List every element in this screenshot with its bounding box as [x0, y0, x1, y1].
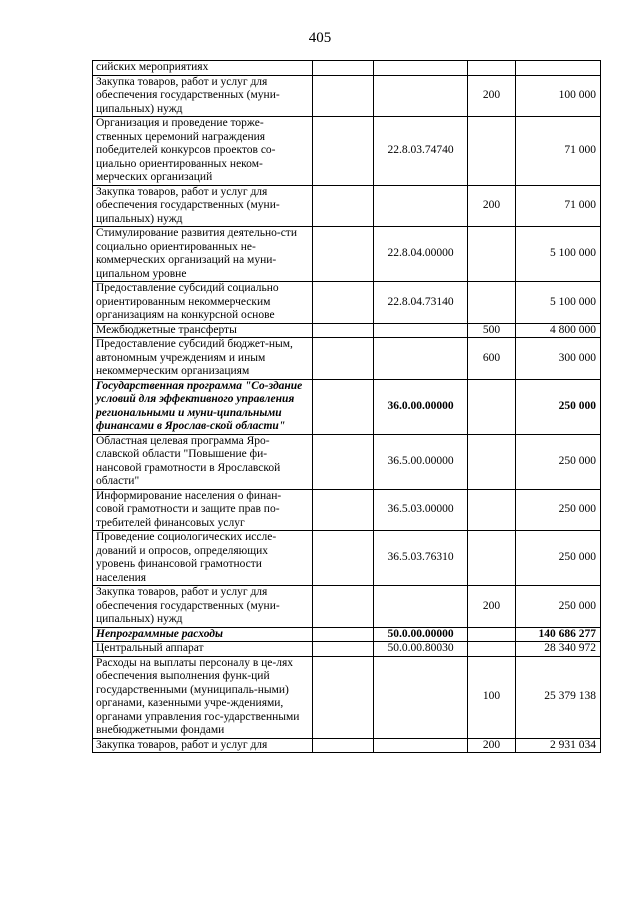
table-row [93, 227, 601, 282]
row-empty-cell [313, 61, 374, 76]
row-amount-cell: 5 100 000 [516, 227, 601, 282]
table-row [93, 586, 601, 628]
row-empty-cell [313, 531, 374, 586]
row-empty-cell [313, 656, 374, 738]
row-empty-cell [313, 379, 374, 434]
table-row [93, 75, 601, 117]
row-empty-cell [313, 642, 374, 657]
row-expense-type-cell: 200 [468, 75, 516, 117]
row-empty-cell [313, 75, 374, 117]
row-amount-cell: 4 800 000 [516, 323, 601, 338]
row-expense-type-cell [468, 434, 516, 489]
table-row [93, 185, 601, 227]
row-expense-type-cell: 600 [468, 338, 516, 380]
row-amount-cell: 28 340 972 [516, 642, 601, 657]
row-name-cell: Межбюджетные трансферты [93, 323, 313, 338]
row-expense-type-cell: 200 [468, 586, 516, 628]
row-name-cell: сийских мероприятиях [93, 61, 313, 76]
row-name-cell: Организация и проведение торже-ственных церемоний награждения победителей конкурсов проектов со-циально ориентированных неком-мерческих организаций [93, 117, 313, 186]
row-expense-type-cell [468, 282, 516, 324]
table-row [93, 117, 601, 186]
table-row [93, 338, 601, 380]
table-row [93, 434, 601, 489]
row-expense-type-cell: 200 [468, 738, 516, 753]
row-name-cell: Закупка товаров, работ и услуг для обеспечения государственных (муни-ципальных) нужд [93, 586, 313, 628]
row-expense-type-cell [468, 61, 516, 76]
page-number: 405 [308, 30, 332, 46]
table-row [93, 379, 601, 434]
row-code-cell: 36.5.03.76310 [374, 531, 468, 586]
row-amount-cell: 250 000 [516, 379, 601, 434]
budget-table [92, 60, 601, 753]
budget-table-body [93, 61, 601, 753]
table-row [93, 738, 601, 753]
row-code-cell [374, 323, 468, 338]
row-expense-type-cell [468, 531, 516, 586]
row-empty-cell [313, 627, 374, 642]
row-code-cell: 22.8.04.73140 [374, 282, 468, 324]
row-amount-cell: 25 379 138 [516, 656, 601, 738]
row-name-cell: Непрограммные расходы [93, 627, 313, 642]
row-code-cell [374, 61, 468, 76]
table-row [93, 282, 601, 324]
row-name-cell: Предоставление субсидий социально ориентированным некоммерческим организациям на конкурсной основе [93, 282, 313, 324]
row-amount-cell: 71 000 [516, 117, 601, 186]
table-row [93, 656, 601, 738]
row-expense-type-cell: 100 [468, 656, 516, 738]
row-amount-cell [516, 61, 601, 76]
table-row [93, 489, 601, 531]
row-empty-cell [313, 338, 374, 380]
row-empty-cell [313, 185, 374, 227]
row-expense-type-cell [468, 489, 516, 531]
row-amount-cell: 300 000 [516, 338, 601, 380]
row-expense-type-cell: 200 [468, 185, 516, 227]
row-expense-type-cell [468, 379, 516, 434]
table-row [93, 323, 601, 338]
row-code-cell: 22.8.04.00000 [374, 227, 468, 282]
table-row [93, 531, 601, 586]
row-empty-cell [313, 227, 374, 282]
row-code-cell [374, 656, 468, 738]
row-name-cell: Предоставление субсидий бюджет-ным, автономным учреждениям и иным некоммерческим организациям [93, 338, 313, 380]
row-expense-type-cell [468, 117, 516, 186]
row-empty-cell [313, 323, 374, 338]
row-amount-cell: 140 686 277 [516, 627, 601, 642]
row-code-cell: 36.5.03.00000 [374, 489, 468, 531]
row-amount-cell: 250 000 [516, 489, 601, 531]
row-expense-type-cell: 500 [468, 323, 516, 338]
row-code-cell: 50.0.00.00000 [374, 627, 468, 642]
row-empty-cell [313, 282, 374, 324]
row-amount-cell: 250 000 [516, 586, 601, 628]
row-amount-cell: 71 000 [516, 185, 601, 227]
row-code-cell [374, 185, 468, 227]
row-empty-cell [313, 489, 374, 531]
row-name-cell: Стимулирование развития деятельно-сти социально ориентированных не-коммерческих организаций на муни-ципальном уровне [93, 227, 313, 282]
row-amount-cell: 250 000 [516, 434, 601, 489]
row-code-cell: 50.0.00.80030 [374, 642, 468, 657]
table-row [93, 627, 601, 642]
row-empty-cell [313, 738, 374, 753]
row-empty-cell [313, 117, 374, 186]
row-amount-cell: 2 931 034 [516, 738, 601, 753]
row-expense-type-cell [468, 227, 516, 282]
row-name-cell: Закупка товаров, работ и услуг для [93, 738, 313, 753]
table-row [93, 642, 601, 657]
row-name-cell: Закупка товаров, работ и услуг для обеспечения государственных (муни-ципальных) нужд [93, 185, 313, 227]
row-amount-cell: 250 000 [516, 531, 601, 586]
row-code-cell: 36.0.00.00000 [374, 379, 468, 434]
row-amount-cell: 100 000 [516, 75, 601, 117]
row-code-cell [374, 586, 468, 628]
table-row [93, 61, 601, 76]
row-name-cell: Центральный аппарат [93, 642, 313, 657]
row-name-cell: Областная целевая программа Яро-славской области "Повышение фи-нансовой грамотности в Ярославской области" [93, 434, 313, 489]
row-code-cell: 36.5.00.00000 [374, 434, 468, 489]
row-expense-type-cell [468, 627, 516, 642]
row-amount-cell: 5 100 000 [516, 282, 601, 324]
row-name-cell: Информирование населения о финан-совой грамотности и защите прав по-требителей финансовых услуг [93, 489, 313, 531]
row-code-cell [374, 75, 468, 117]
row-empty-cell [313, 586, 374, 628]
row-name-cell: Государственная программа "Со-здание условий для эффективного управления региональными и муни-ципальными финансами в Ярослав-ской области" [93, 379, 313, 434]
row-expense-type-cell [468, 642, 516, 657]
row-code-cell: 22.8.03.74740 [374, 117, 468, 186]
row-name-cell: Расходы на выплаты персоналу в це-лях обеспечения выполнения функ-ций государственными (муниципаль-ными) органами, казенными учре-ждениями, органами управления гос-ударственными внебюджетными фондами [93, 656, 313, 738]
row-name-cell: Проведение социологических иссле-дований и опросов, определяющих уровень финансовой грамотности населения [93, 531, 313, 586]
row-code-cell [374, 738, 468, 753]
row-name-cell: Закупка товаров, работ и услуг для обеспечения государственных (муни-ципальных) нужд [93, 75, 313, 117]
row-empty-cell [313, 434, 374, 489]
row-code-cell [374, 338, 468, 380]
